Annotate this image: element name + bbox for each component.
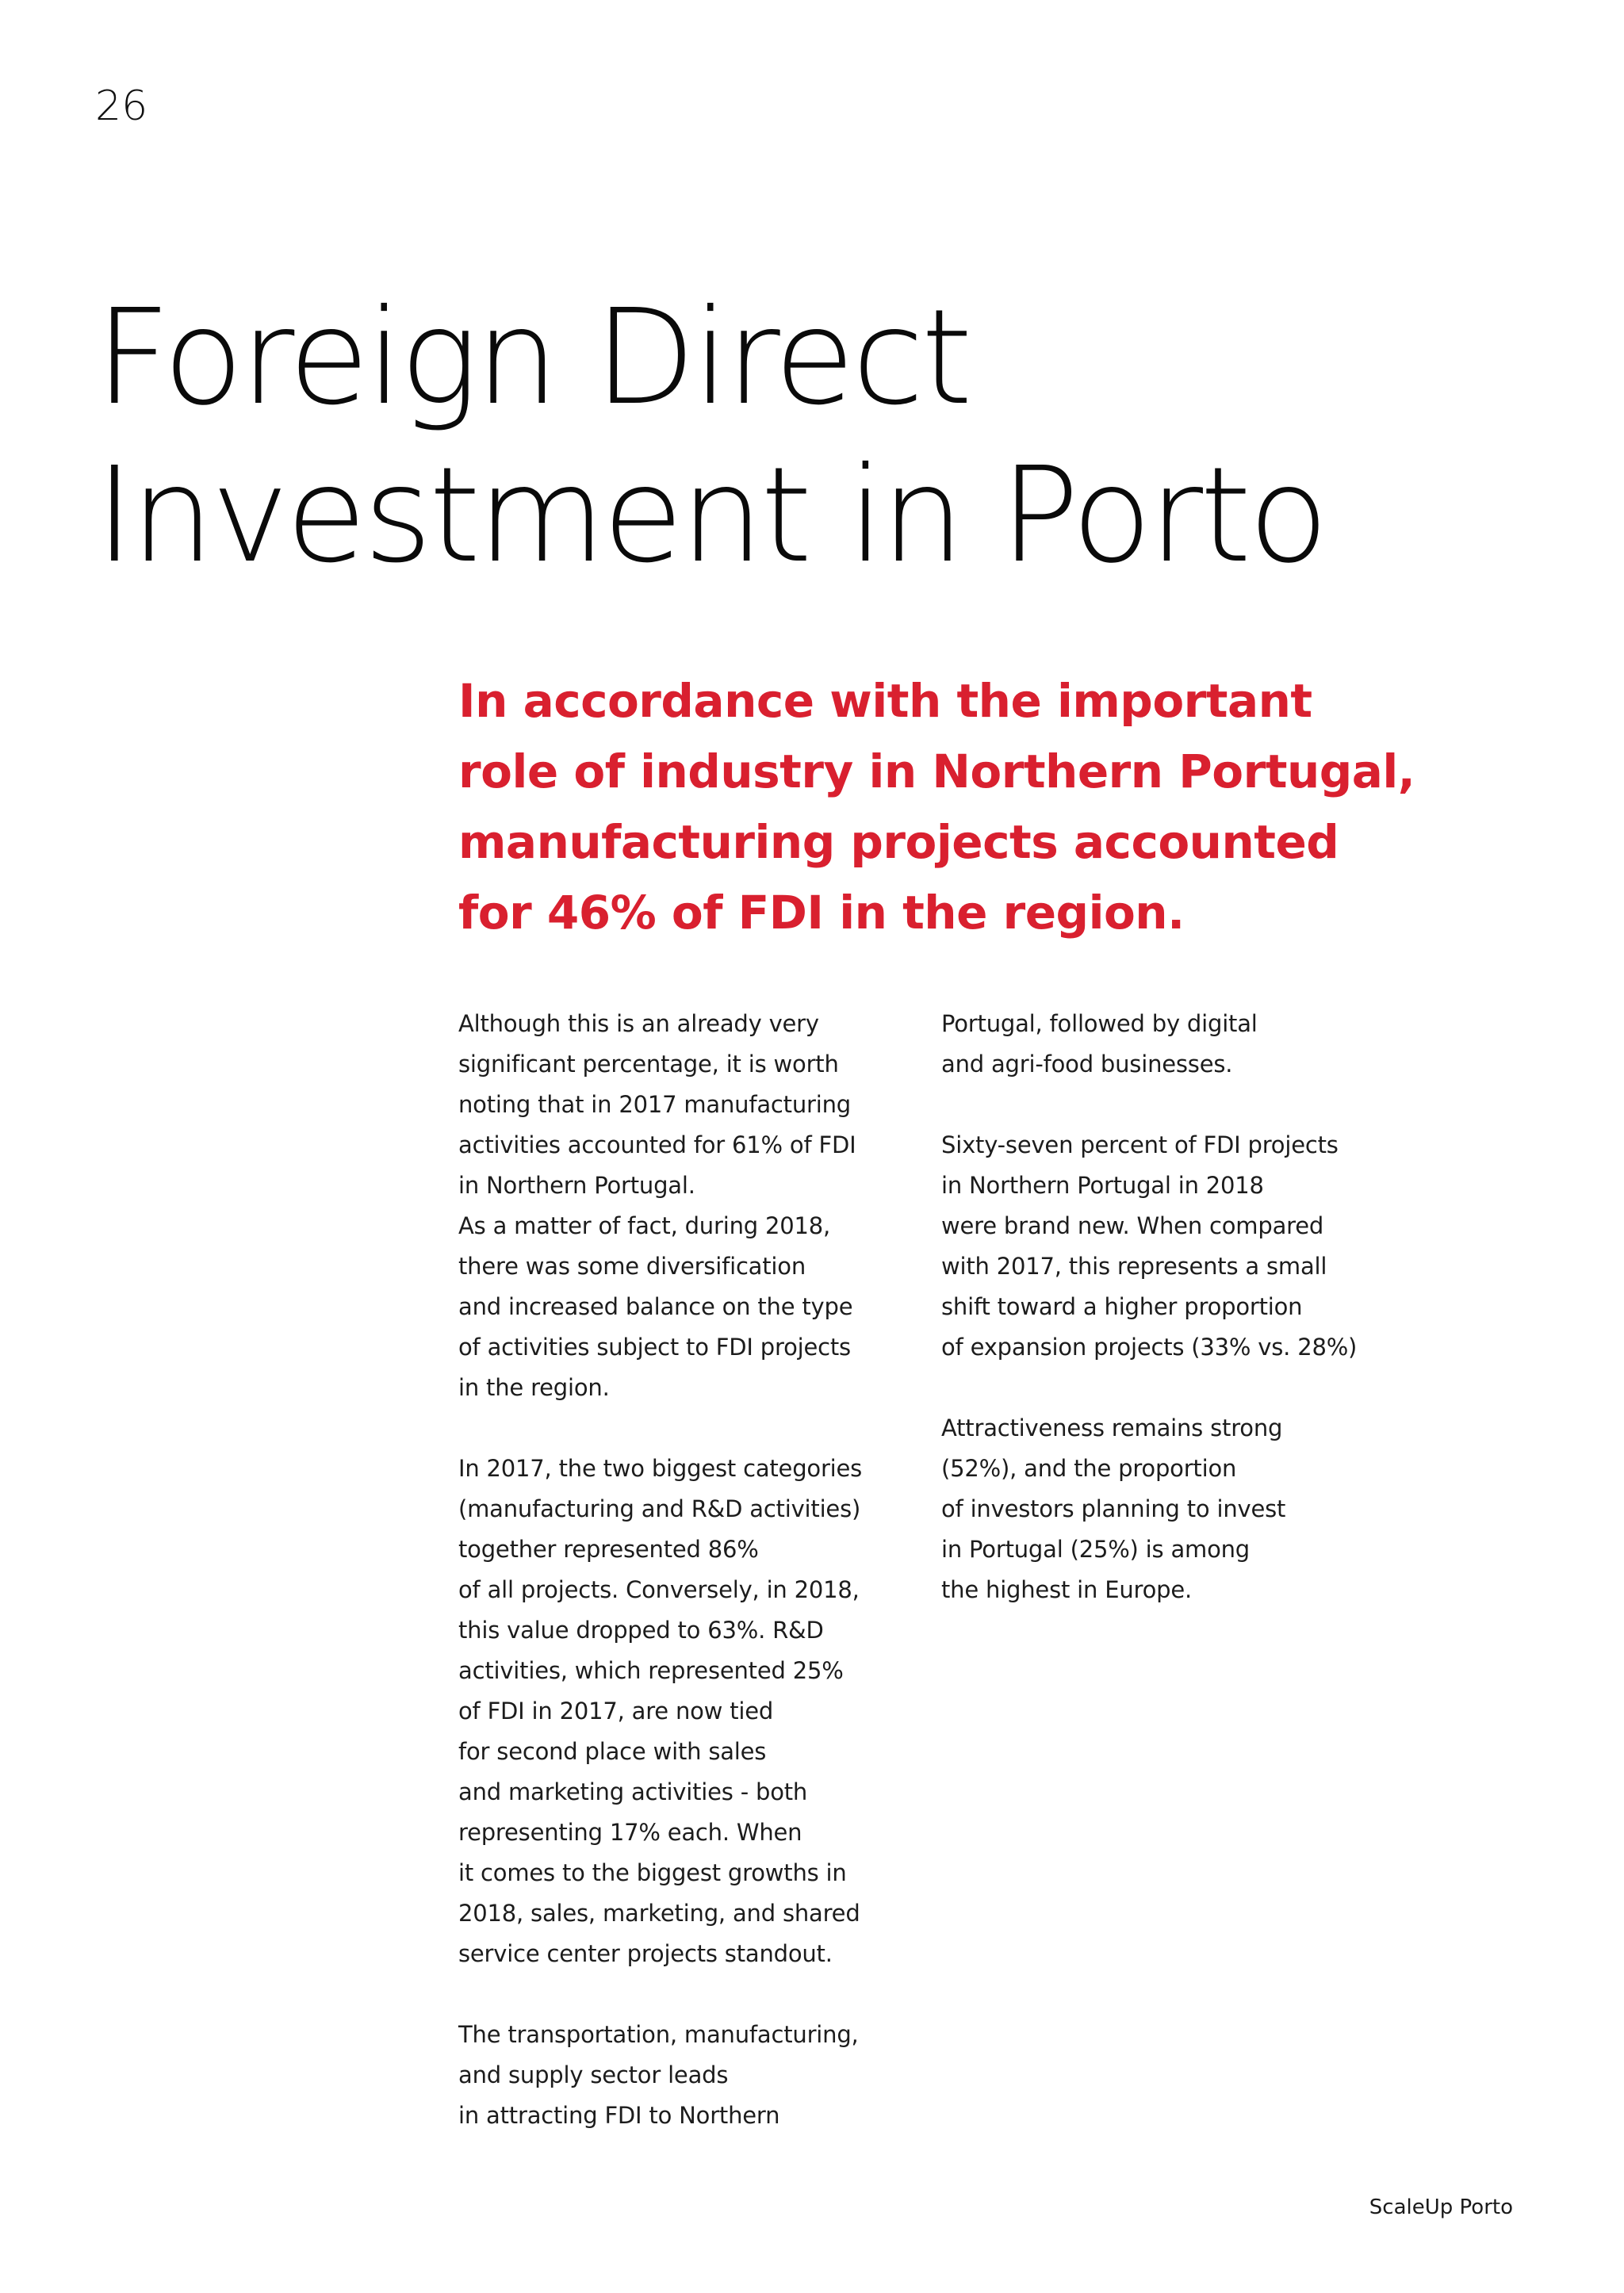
body-paragraph [941,1004,1417,1085]
body-line: and agri-food businesses. [941,1051,1233,1078]
body-line: shift toward a higher proportion [941,1293,1303,1320]
body-line: of expansion projects (33% vs. 28%) [941,1334,1358,1361]
lead-line: role of industry in Northern Portugal, [458,745,1415,798]
paragraph-gap [458,1974,918,2015]
paragraph-gap [458,1408,918,1449]
body-line: service center projects standout. [458,1940,833,1967]
body-line: activities accounted for 61% of FDI [458,1131,856,1158]
body-paragraph [458,2015,918,2136]
body-line: Sixty-seven percent of FDI projects [941,1131,1339,1158]
body-line: Attractiveness remains strong [941,1414,1283,1441]
body-line: 2018, sales, marketing, and shared [458,1900,860,1927]
body-line: and marketing activities - both [458,1778,808,1805]
body-line: together represented 86% [458,1536,759,1563]
footer-brand: ScaleUp Porto [1369,2195,1513,2219]
body-line: of investors planning to invest [941,1495,1286,1522]
body-paragraph [941,1408,1417,1610]
body-line: Although this is an already very [458,1010,819,1037]
body-line: activities, which represented 25% [458,1657,844,1684]
body-line: and supply sector leads [458,2061,729,2088]
body-line: in Northern Portugal in 2018 [941,1172,1264,1199]
body-line: noting that in 2017 manufacturing [458,1091,851,1118]
body-line: In 2017, the two biggest categories [458,1455,863,1482]
body-line: were brand new. When compared [941,1212,1324,1239]
body-paragraph [458,1449,918,1974]
body-line: significant percentage, it is worth [458,1051,839,1078]
body-paragraph [941,1125,1417,1368]
page-title [95,279,1326,595]
paragraph-gap [941,1368,1417,1408]
body-line: in Portugal (25%) is among [941,1536,1251,1563]
lead-line: for 46% of FDI in the region. [458,886,1185,940]
body-column-left [458,1004,918,2136]
body-line: for second place with sales [458,1738,767,1765]
body-line: there was some diversification [458,1253,806,1280]
body-line: the highest in Europe. [941,1576,1193,1603]
body-line: with 2017, this represents a small [941,1253,1327,1280]
body-line: this value dropped to 63%. R&D [458,1617,824,1644]
body-line: it comes to the biggest growths in [458,1859,847,1886]
body-line: (52%), and the proportion [941,1455,1237,1482]
paragraph-gap [941,1085,1417,1125]
body-line: of all projects. Conversely, in 2018, [458,1576,860,1603]
title-line: Investment in Porto [95,439,1326,593]
lead-line: manufacturing projects accounted [458,815,1339,869]
body-line: in Northern Portugal. [458,1172,695,1199]
body-line: in attracting FDI to Northern [458,2102,780,2129]
body-line: The transportation, manufacturing, [458,2021,859,2048]
body-line: representing 17% each. When [458,1819,802,1846]
body-column-right [941,1004,1417,1610]
body-line: of activities subject to FDI projects [458,1334,851,1361]
body-line: and increased balance on the type [458,1293,853,1320]
title-line: Foreign Direct [95,281,970,434]
lead-paragraph [458,666,1415,948]
page-number: 26 [95,82,148,130]
lead-line: In accordance with the important [458,674,1312,728]
body-line: of FDI in 2017, are now tied [458,1698,774,1725]
body-paragraph [458,1004,918,1408]
body-line: (manufacturing and R&D activities) [458,1495,861,1522]
body-line: Portugal, followed by digital [941,1010,1258,1037]
body-line: As a matter of fact, during 2018, [458,1212,830,1239]
body-line: in the region. [458,1374,610,1401]
